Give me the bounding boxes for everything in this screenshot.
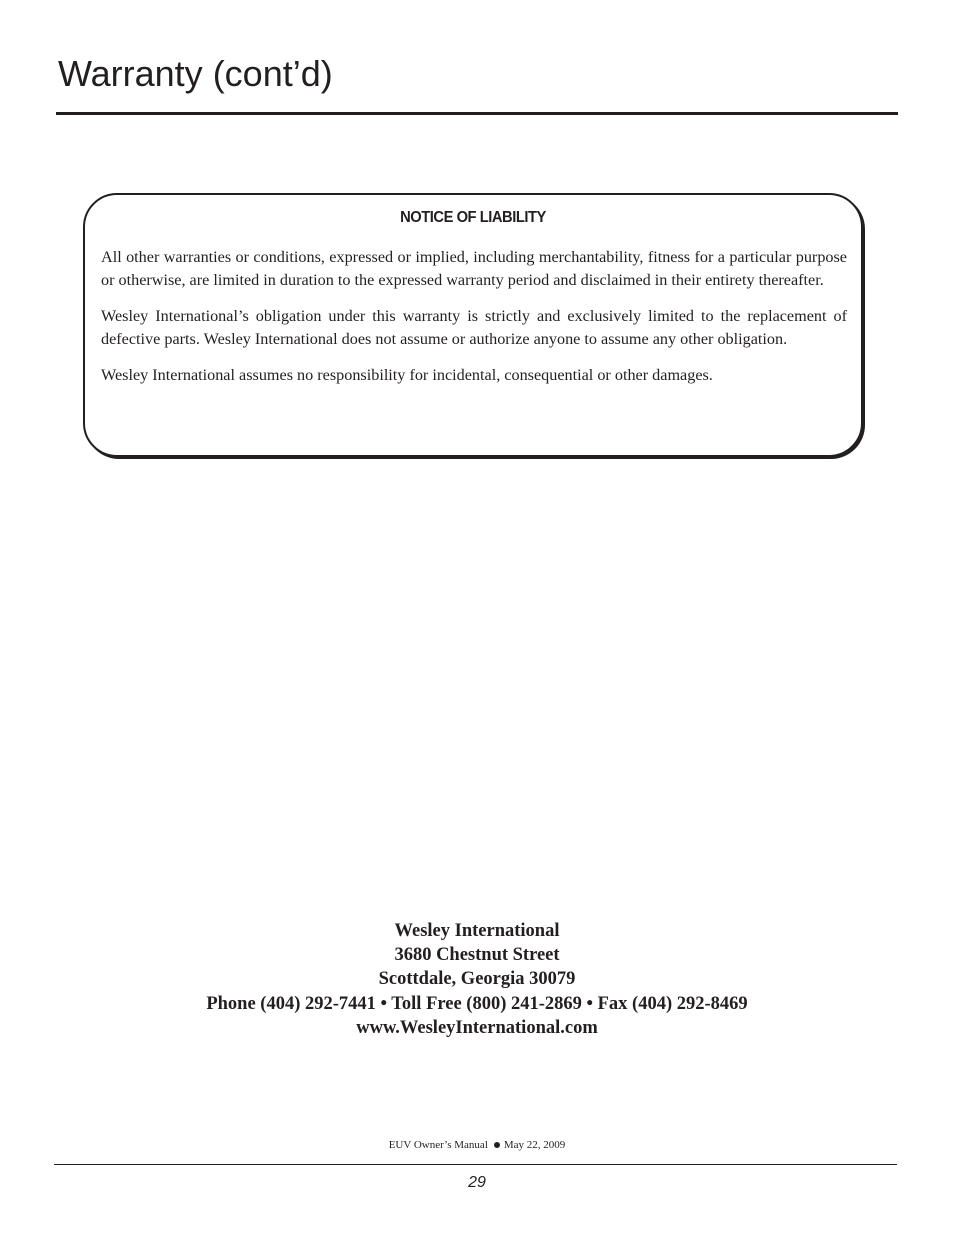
street-address: 3680 Chestnut Street bbox=[394, 945, 560, 966]
manual-name: EUV Owner’s Manual bbox=[388, 1139, 488, 1151]
city-state-zip: Scottdale, Georgia 30079 bbox=[378, 969, 576, 990]
company-name: Wesley International bbox=[394, 921, 560, 941]
notice-body bbox=[101, 246, 847, 401]
page-title: Warranty (cont’d) bbox=[58, 53, 333, 94]
footer-divider bbox=[54, 1164, 897, 1165]
title-divider bbox=[56, 112, 898, 115]
notice-of-liability-box bbox=[83, 193, 863, 457]
notice-paragraph: All other warranties or conditions, expressed or implied, including merchantability, fitness for a particular purpose or otherwise, are limited in duration to the expressed warranty period and disclaimed in their entirety thereafter. bbox=[101, 248, 847, 289]
contact-block bbox=[0, 919, 954, 1040]
notice-paragraph: Wesley International assumes no responsibility for incidental, consequential or other damages. bbox=[101, 366, 713, 384]
bullet-icon bbox=[494, 1142, 500, 1148]
phone-numbers: Phone (404) 292-7441 • Toll Free (800) 241-2869 • Fax (404) 292-8469 bbox=[206, 993, 748, 1014]
website-link[interactable]: www.WesleyInternational.com bbox=[356, 1017, 598, 1038]
notice-heading: NOTICE OF LIABILITY bbox=[400, 209, 546, 226]
manual-date: May 22, 2009 bbox=[503, 1139, 566, 1151]
page-number: 29 bbox=[468, 1174, 486, 1191]
notice-paragraph: Wesley International’s obligation under this warranty is strictly and exclusively limited to the replacement of defective parts. Wesley International does not assume or authorize anyone to assume any other obligation. bbox=[101, 307, 847, 348]
footer-note bbox=[0, 1138, 954, 1152]
